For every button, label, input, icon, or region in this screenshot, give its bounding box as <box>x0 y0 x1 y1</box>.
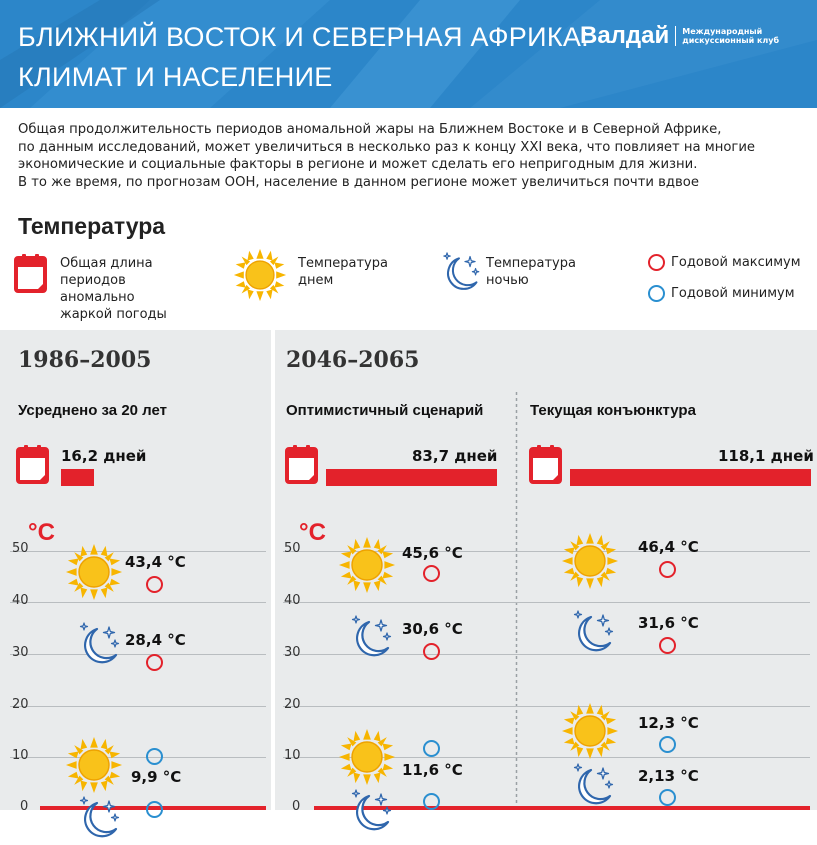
intro-line: экономические и социальные факторы в регионе и может сделать его непригодным для жизни. <box>18 157 698 172</box>
moon-icon <box>566 609 616 659</box>
axis-unit: °C <box>299 519 326 546</box>
y-tick: 50 <box>12 541 29 556</box>
max-night-temp: 31,6 °C <box>638 614 699 632</box>
legend-annual-max: Годовой максимум <box>671 255 801 270</box>
scenario-title: Текущая конъюнктура <box>530 402 696 419</box>
scenario-title: Оптимистичный сценарий <box>286 402 484 419</box>
hot-days-value: 16,2 дней <box>61 447 147 465</box>
hot-days-value: 83,7 дней <box>412 447 498 465</box>
legend-night-temp <box>486 255 576 289</box>
max-day-temp: 43,4 °C <box>125 553 186 571</box>
calendar-icon <box>14 253 48 293</box>
title-line-1: БЛИЖНИЙ ВОСТОК И СЕВЕРНАЯ АФРИКА: <box>18 22 589 52</box>
min-day-temp: 12,3 °C <box>638 714 699 732</box>
logo-word: Валдай <box>580 22 670 49</box>
max-night-temp: 30,6 °C <box>402 620 463 638</box>
section-title: Температура <box>18 213 166 239</box>
min-night-temp: 2,13 °C <box>638 767 699 785</box>
legend-hot-days-line: аномально <box>60 290 135 305</box>
sun-icon <box>65 736 123 794</box>
moon-icon <box>436 251 482 297</box>
legend-day-line: днем <box>298 273 334 288</box>
hot-days-value: 118,1 дней <box>718 447 814 465</box>
max-circle-icon <box>659 637 676 654</box>
intro-line: Общая продолжительность периодов аномальной жары на Ближнем Востоке и в Северной Африке, <box>18 122 722 137</box>
period-label: 1986–2005 <box>18 347 152 373</box>
y-tick: 0 <box>20 799 29 814</box>
y-tick: 20 <box>12 697 29 712</box>
hot-days-bar <box>61 469 94 486</box>
gridline <box>10 706 266 707</box>
y-tick: 50 <box>284 541 301 556</box>
gridline <box>10 654 266 655</box>
max-day-temp: 46,4 °C <box>638 538 699 556</box>
title-line-2: КЛИМАТ И НАСЕЛЕНИЕ <box>18 62 333 92</box>
sun-icon <box>561 702 619 760</box>
min-circle-icon <box>146 748 163 765</box>
axis-unit: °C <box>28 519 55 546</box>
min-circle-icon <box>648 285 665 302</box>
intro-text <box>18 121 808 191</box>
legend-day-temp <box>298 255 388 289</box>
header-banner <box>0 0 817 108</box>
logo-sub-line-1: Международный <box>682 27 763 36</box>
gridline <box>283 602 810 603</box>
y-tick: 10 <box>12 748 29 763</box>
legend-hot-days-line: жаркой погоды <box>60 307 167 322</box>
sun-icon <box>65 543 123 601</box>
legend-night-line: ночью <box>486 273 529 288</box>
calendar-icon <box>16 444 50 484</box>
moon-icon <box>72 795 122 845</box>
max-day-temp: 45,6 °C <box>402 544 463 562</box>
max-circle-icon <box>146 576 163 593</box>
min-circle-icon <box>423 740 440 757</box>
moon-icon <box>344 788 394 838</box>
min-day-temp: 11,6 °C <box>402 761 463 779</box>
logo-subtitle <box>682 27 779 45</box>
max-circle-icon <box>659 561 676 578</box>
calendar-icon <box>529 444 563 484</box>
y-tick: 30 <box>12 645 29 660</box>
y-tick: 20 <box>284 697 301 712</box>
gridline <box>283 706 810 707</box>
max-circle-icon <box>423 565 440 582</box>
page-title <box>18 17 589 97</box>
scenario-title: Усреднено за 20 лет <box>18 402 167 419</box>
moon-icon <box>344 614 394 664</box>
calendar-icon <box>285 444 319 484</box>
max-circle-icon <box>146 654 163 671</box>
min-circle-icon <box>423 793 440 810</box>
legend-hot-days <box>60 255 167 323</box>
max-circle-icon <box>423 643 440 660</box>
sun-icon <box>338 536 396 594</box>
max-circle-icon <box>648 254 665 271</box>
sun-icon <box>561 532 619 590</box>
sun-icon <box>233 248 287 302</box>
intro-line: В то же время, по прогнозам ООН, население в данном регионе может увеличиться почти вдвое <box>18 174 699 190</box>
hot-days-bar <box>570 469 811 486</box>
min-circle-icon <box>659 789 676 806</box>
y-tick: 10 <box>284 748 301 763</box>
sun-icon <box>338 728 396 786</box>
period-label: 2046–2065 <box>286 347 420 373</box>
legend-annual-min: Годовой минимум <box>671 286 795 301</box>
scenario-divider <box>515 392 518 810</box>
min-circle-icon <box>659 736 676 753</box>
y-tick: 0 <box>292 799 301 814</box>
logo-sub-line-2: дискуссионный клуб <box>682 36 780 45</box>
moon-icon <box>72 621 122 671</box>
valdai-logo <box>580 22 779 50</box>
gridline <box>10 602 266 603</box>
legend-day-line: Температура <box>298 256 388 271</box>
legend-hot-days-line: Общая длина <box>60 256 153 271</box>
legend-hot-days-line: периодов <box>60 273 126 288</box>
legend-night-line: Температура <box>486 256 576 271</box>
y-tick: 40 <box>284 593 301 608</box>
logo-divider <box>675 26 676 46</box>
min-day-temp: 9,9 °C <box>131 768 182 786</box>
max-night-temp: 28,4 °C <box>125 631 186 649</box>
y-tick: 40 <box>12 593 29 608</box>
gridline <box>10 757 266 758</box>
y-tick: 30 <box>284 645 301 660</box>
moon-icon <box>566 762 616 812</box>
gridline <box>10 551 266 552</box>
intro-line: по данным исследований, может увеличиться в несколько раз к концу XXI века, что повлияет на многие <box>18 139 756 155</box>
hot-days-bar <box>326 469 497 486</box>
